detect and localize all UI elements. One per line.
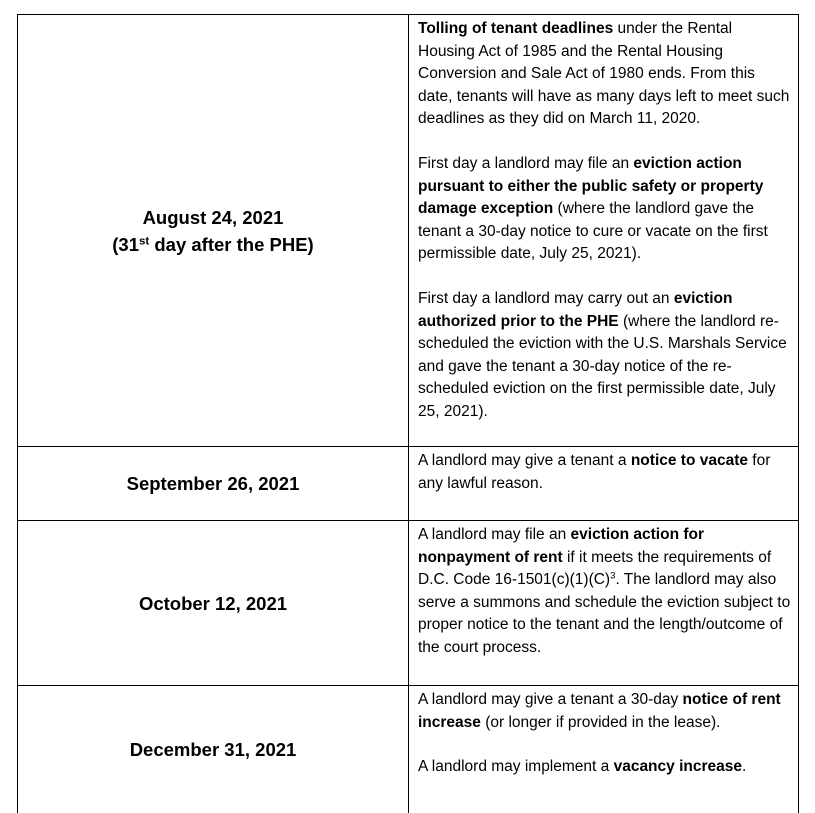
table-row [18,15,799,447]
description-paragraph: First day a landlord may carry out an eviction authorized prior to the PHE (where the landlord re-scheduled the eviction with the U.S. Marshals Service and gave the tenant a 30-day notice of the re-scheduled eviction on the first permissible date, July 25, 2021). [418,288,792,424]
footnote-marker: 3 [610,571,615,582]
description-cell [409,447,799,521]
description-paragraph: Tolling of tenant deadlines under the Rental Housing Act of 1985 and the Rental Housing Conversion and Sale Act of 1980 ends. From this date, tenants will have as many days left to meet such deadlines as they did on March 11, 2020. [418,18,792,131]
date-cell [18,447,409,521]
date-cell [18,686,409,813]
ordinal-suffix: st [139,235,149,247]
description-paragraph: A landlord may give a tenant a notice to vacate for any lawful reason. [418,450,792,495]
description-cell [409,521,799,686]
description-cell [409,15,799,447]
table-row [18,686,799,813]
date-label: December 31, 2021 [18,736,408,763]
date-cell [18,15,409,447]
description-paragraph: A landlord may give a tenant a 30-day notice of rent increase (or longer if provided in the lease). [418,689,792,734]
description-paragraph: A landlord may file an eviction action for nonpayment of rent if it meets the requirements of D.C. Code $16-1501(c)(1)(C)^3$. The landlord may also serve a summons and schedule the eviction subject to proper notice to the tenant and the length/outcome of the court process. [418,524,792,660]
deadline-table [17,14,799,813]
table-row [18,447,799,521]
description-paragraph: First day a landlord may file an eviction action pursuant to either the public safety or property damage exception (where the landlord gave the tenant a 30-day notice to cure or vacate on the first permissible date, July 25, 2021). [418,153,792,266]
table-row [18,521,799,686]
date-label: September 26, 2021 [18,470,408,497]
date-cell [18,521,409,686]
date-label: October 12, 2021 [18,590,408,617]
date-label: August 24, 2021 [18,204,408,231]
date-sublabel: (31st day after the PHE) [18,231,408,258]
description-cell [409,686,799,813]
description-paragraph: A landlord may implement a vacancy increase. [418,756,792,779]
